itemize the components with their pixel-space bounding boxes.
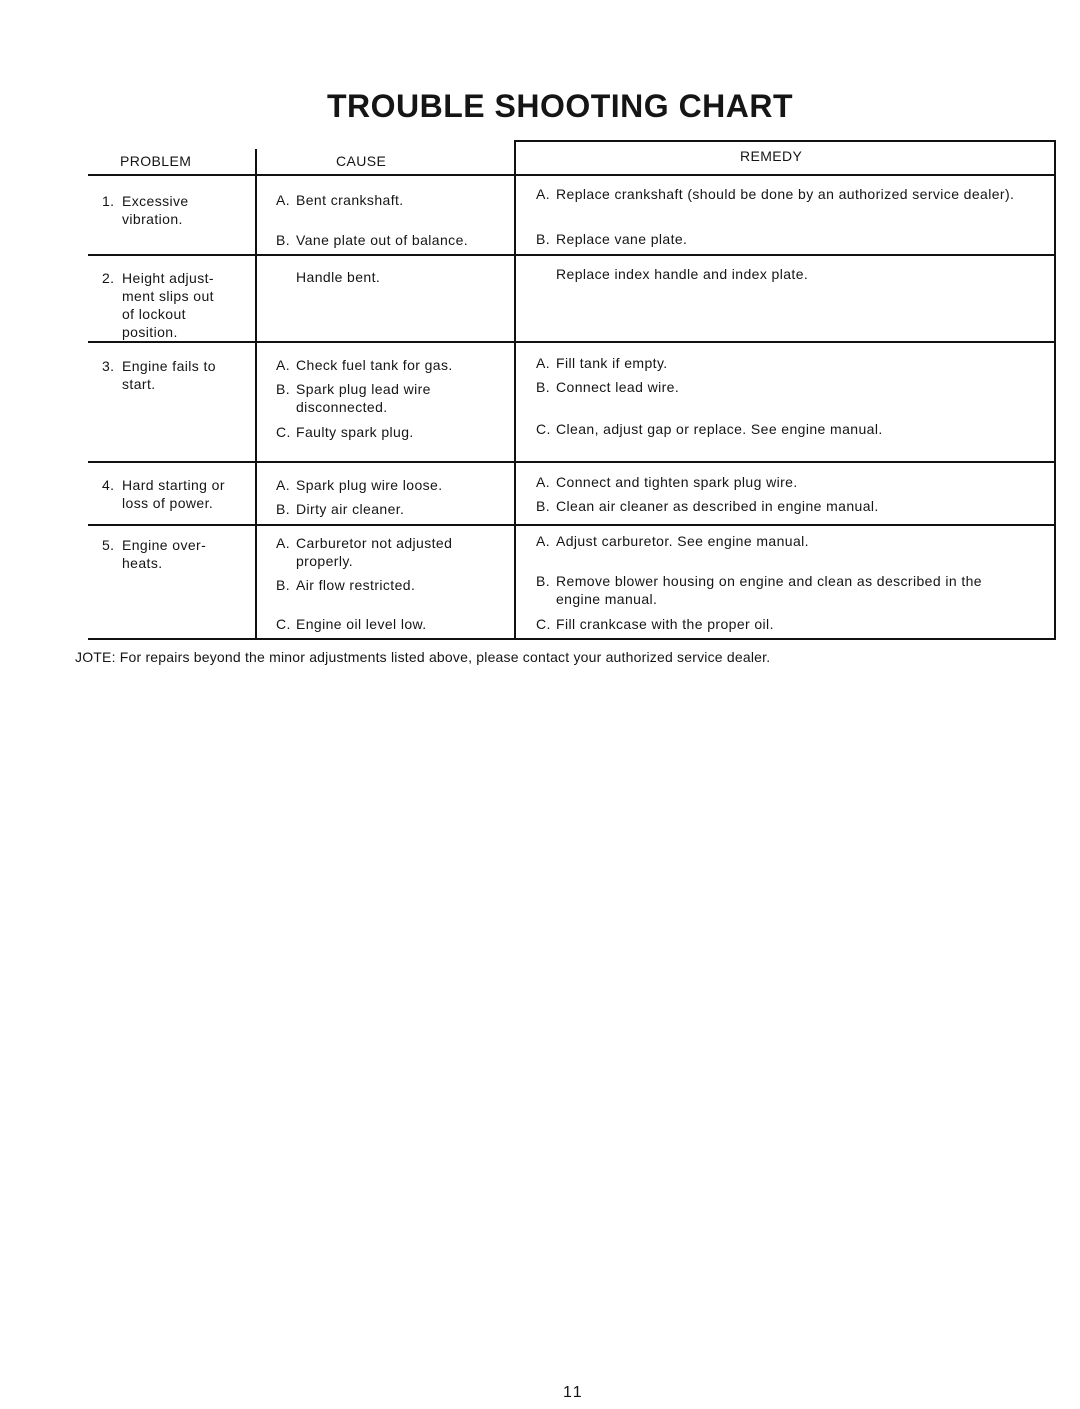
table-bottom-border [88, 638, 1056, 640]
cause-text: Faulty spark plug. [296, 424, 414, 440]
remedy-letter: B. [536, 573, 551, 589]
problem-text: Engine over- heats. [122, 537, 207, 571]
remedy-text: Replace vane plate. [556, 231, 688, 247]
cause-text: Bent crankshaft. [296, 192, 404, 208]
cause-text: Dirty air cleaner. [296, 501, 405, 517]
problem-text: Hard starting or loss of power. [122, 477, 225, 511]
cause-text: Spark plug wire loose. [296, 477, 443, 493]
table-row [88, 186, 1056, 254]
table-row [88, 268, 1056, 341]
row-rule-1 [88, 254, 1056, 256]
remedy-header: REMEDY [740, 148, 803, 164]
remedy-letter: B. [536, 231, 551, 247]
table-row [88, 356, 1056, 461]
problem-number: 3. [102, 358, 115, 374]
remedy-text: Clean air cleaner as described in engine manual. [556, 498, 879, 514]
remedy-text: Fill tank if empty. [556, 355, 668, 371]
remedy-text: Replace crankshaft (should be done by an authorized service dealer). [556, 186, 1015, 202]
header-rule [88, 174, 1056, 176]
cause-text: Carburetor not adjusted properly. [296, 535, 453, 569]
trouble-shooting-table [88, 140, 1056, 640]
cause-letter: B. [276, 381, 291, 397]
remedy-letter: B. [536, 379, 551, 395]
cause-text: Air flow restricted. [296, 577, 416, 593]
cause-text: Spark plug lead wire disconnected. [296, 381, 431, 415]
remedy-text: Connect and tighten spark plug wire. [556, 474, 798, 490]
remedy-letter: C. [536, 616, 551, 632]
problem-number: 1. [102, 193, 115, 209]
problem-header: PROBLEM [120, 153, 192, 169]
remedy-text: Fill crankcase with the proper oil. [556, 616, 774, 632]
cause-header: CAUSE [336, 153, 387, 169]
remedy-text: Replace index handle and index plate. [556, 266, 809, 282]
row-rule-4 [88, 524, 1056, 526]
problem-text: Excessive vibration. [122, 193, 189, 227]
problem-text: Height adjust- ment slips out of lockout position. [122, 270, 214, 340]
cause-letter: A. [276, 357, 291, 373]
row-rule-2 [88, 341, 1056, 343]
cause-text: Engine oil level low. [296, 616, 427, 632]
page-title: TROUBLE SHOOTING CHART [326, 88, 794, 124]
cause-letter: B. [276, 501, 291, 517]
problem-number: 5. [102, 537, 115, 553]
cause-letter: A. [276, 535, 291, 551]
page-number: 11 [563, 1384, 584, 1401]
cause-text: Vane plate out of balance. [296, 232, 469, 248]
problem-number: 2. [102, 270, 115, 286]
cause-letter: A. [276, 477, 291, 493]
cause-letter: B. [276, 232, 291, 248]
repair-note: JOTE: For repairs beyond the minor adjustments listed above, please contact your authorized service dealer. [75, 649, 771, 665]
remedy-letter: A. [536, 355, 551, 371]
remedy-text: Adjust carburetor. See engine manual. [556, 533, 809, 549]
remedy-text: Connect lead wire. [556, 379, 680, 395]
table-row [88, 533, 1056, 638]
remedy-letter: A. [536, 474, 551, 490]
remedy-letter: C. [536, 421, 551, 437]
remedy-text: Clean, adjust gap or replace. See engine manual. [556, 421, 883, 437]
cause-letter: A. [276, 192, 291, 208]
cause-letter: B. [276, 577, 291, 593]
table-row [88, 476, 1056, 524]
remedy-letter: A. [536, 186, 551, 202]
problem-number: 4. [102, 477, 115, 493]
cause-letter: C. [276, 616, 291, 632]
row-rule-3 [88, 461, 1056, 463]
problem-text: Engine fails to start. [122, 358, 216, 392]
cause-text: Handle bent. [296, 269, 381, 285]
table-header [88, 140, 1056, 174]
cause-letter: C. [276, 424, 291, 440]
remedy-letter: A. [536, 533, 551, 549]
remedy-text: Remove blower housing on engine and clean as described in the engine manual. [556, 573, 982, 607]
remedy-letter: B. [536, 498, 551, 514]
cause-text: Check fuel tank for gas. [296, 357, 453, 373]
